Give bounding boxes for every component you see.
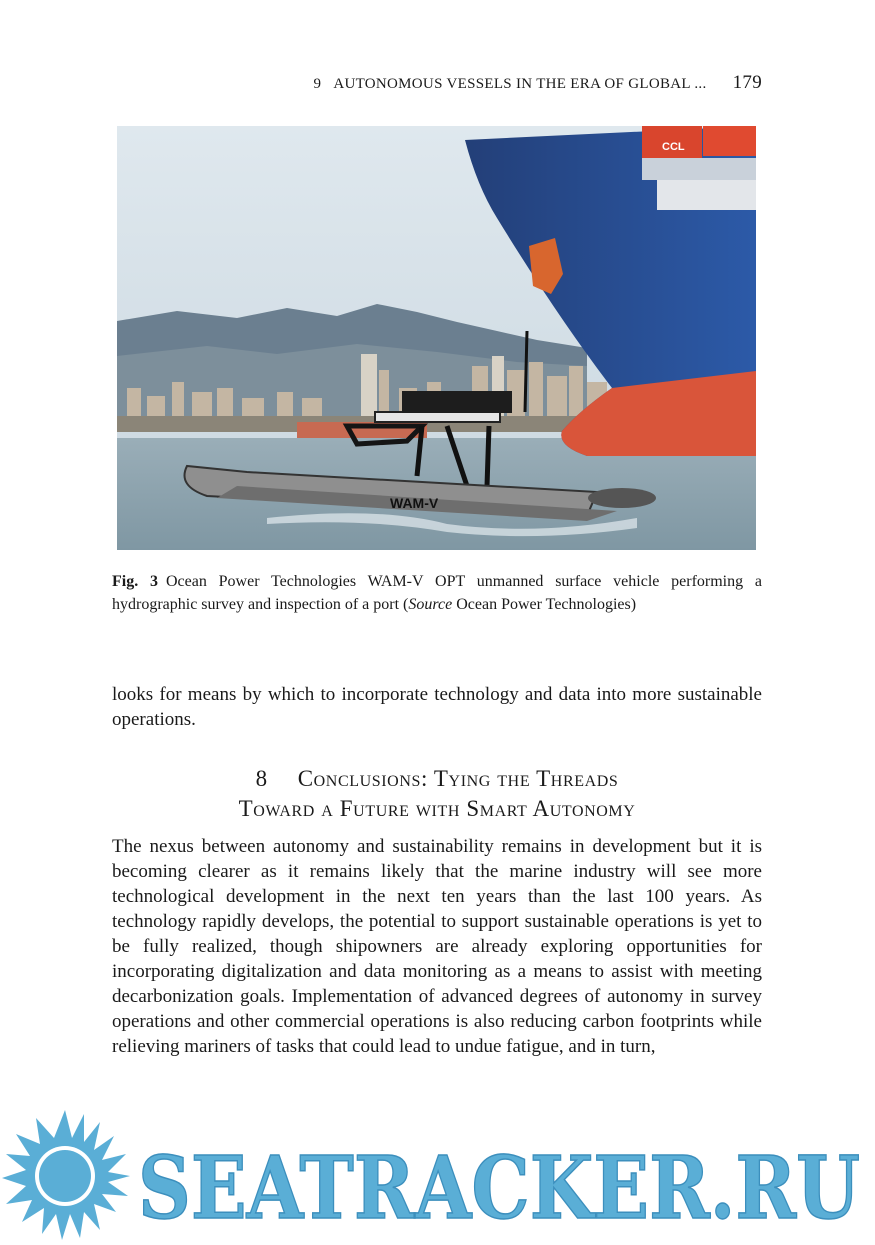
paragraph-1: looks for means by which to incorporate technology and data into more sustainable operations. — [112, 684, 762, 730]
sun-logo-icon — [2, 1110, 130, 1240]
watermark-text: SEATRACKER.RU — [138, 1138, 860, 1239]
section-title-line-1: Conclusions: Tying the Threads — [297, 766, 619, 791]
page-number: 179 — [732, 72, 762, 93]
caption-source-word: Source — [408, 596, 453, 613]
container-stack — [642, 126, 756, 210]
paragraph-2: The nexus between autonomy and sustainability remains in development but it is becoming clearer as it remains likely that the marine industry will see more technological development in the next ten years than the last 100 years. As technology rapidly develops, the potential to support sustainable operations is yet to be fully realized, though shipowners are already exploring opportunities for incorporating digitalization and data monitoring as a means to assist with meeting decarbonization goals. Implementation of advanced degrees of autonomy in survey operations and other commercial operations is also reducing carbon footprints while relieving mariners of tasks that could lead to undue fatigue, and in turn, — [112, 836, 762, 1057]
figure-photo — [117, 126, 756, 550]
boat-name-text: WAM-V — [390, 495, 439, 511]
watermark — [0, 1108, 875, 1241]
section-heading — [112, 764, 762, 824]
figure-caption — [112, 570, 762, 616]
figure-label: Fig. 3 — [112, 573, 158, 590]
chapter-number: 9 — [313, 76, 322, 92]
caption-source: Ocean Power Technologies) — [452, 596, 637, 613]
container-brand-text: CCL — [662, 141, 685, 153]
chapter-title: AUTONOMOUS VESSELS IN THE ERA OF GLOBAL ... — [333, 76, 707, 92]
section-number: 8 — [255, 766, 268, 791]
section-title-line-2: Toward a Future with Smart Autonomy — [238, 796, 636, 821]
caption-text: Ocean Power Technologies WAM-V OPT unmanned surface vehicle performing a hydrographic survey and inspection of a port ( — [112, 573, 762, 613]
running-head — [0, 72, 762, 94]
section-heading-line-1 — [112, 764, 762, 794]
